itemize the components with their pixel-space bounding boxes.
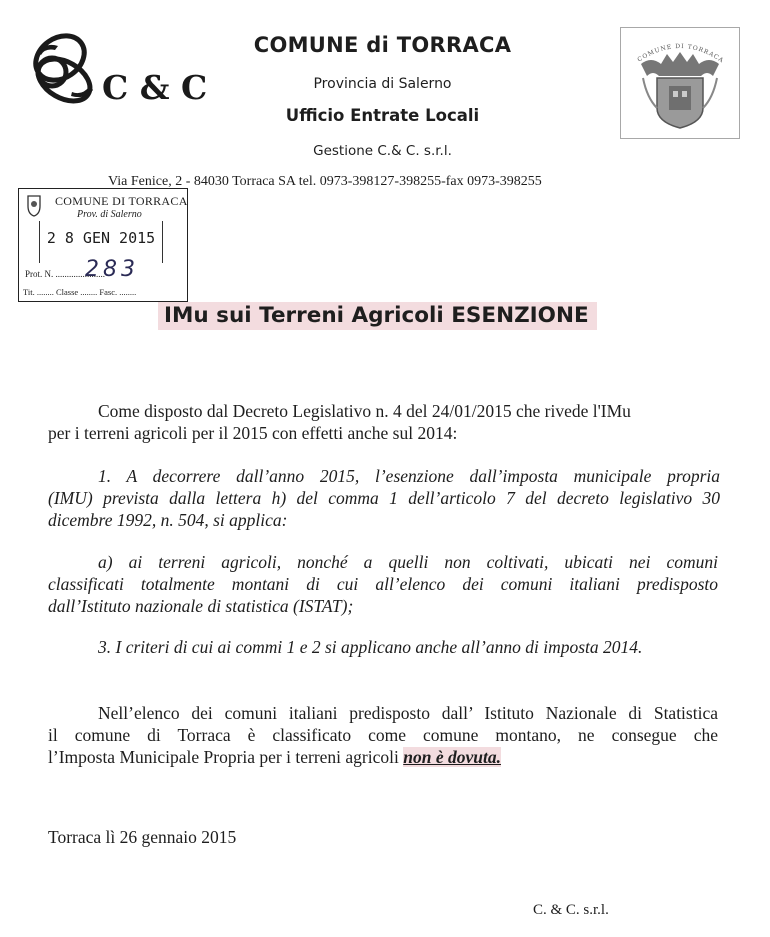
clause-1-line: (IMU) prevista dalla lettera h) del comma 1 dell’articolo 7 del decreto legislativo 30 bbox=[48, 488, 720, 508]
address-line: Via Fenice, 2 - 84030 Torraca SA tel. 0973-398127-398255-fax 0973-398255 bbox=[108, 174, 542, 189]
office-name: Ufficio Entrate Locali bbox=[285, 106, 480, 125]
clause-1 bbox=[48, 465, 720, 531]
stamp-prot-label: Prot. N. ...................... bbox=[25, 269, 106, 279]
intro-paragraph bbox=[48, 400, 708, 444]
document-title: IMu sui Terreni Agricoli ESENZIONE bbox=[158, 302, 597, 330]
stamp-date: 2 8 GEN 2015 bbox=[46, 229, 156, 247]
clause-a-line: classificati totalmente montani di cui all’elenco dei comuni italiani predisposto bbox=[48, 574, 718, 594]
intro-line: Come disposto dal Decreto Legislativo n. 4 del 24/01/2015 che rivede l'IMu bbox=[98, 401, 631, 421]
clause-a-line: dall’Istituto nazionale di statistica (ISTAT); bbox=[48, 596, 354, 616]
brand-text: C & C bbox=[102, 68, 208, 107]
not-due-highlight: non è dovuta. bbox=[403, 747, 501, 767]
clause-a-line: a) ai terreni agricoli, nonché a quelli non coltivati, ubicati nei comuni bbox=[98, 552, 718, 572]
place-date: Torraca lì 26 gennaio 2015 bbox=[48, 827, 237, 847]
clause-a bbox=[48, 551, 718, 617]
clause-3: 3. I criteri di cui ai commi 1 e 2 si applicano anche all’anno di imposta 2014. bbox=[98, 637, 643, 657]
management-text: Gestione C.& C. s.r.l. bbox=[313, 143, 452, 159]
coat-of-arms bbox=[620, 27, 740, 139]
conclusion-line-prefix: l’Imposta Municipale Propria per i terreni agricoli bbox=[48, 747, 404, 767]
crest-icon bbox=[621, 28, 739, 138]
stamp-crest-icon bbox=[25, 193, 43, 217]
intro-line: per i terreni agricoli per il 2015 con effetti anche sul 2014: bbox=[48, 423, 458, 443]
stamp-prot-number: 283 bbox=[85, 257, 139, 282]
clause-1-line: dicembre 1992, n. 504, si applica: bbox=[48, 510, 288, 530]
cc-logo bbox=[22, 30, 208, 110]
province-name: Provincia di Salerno bbox=[313, 76, 452, 92]
stamp-subtitle: Prov. di Salerno bbox=[77, 209, 142, 220]
stamp-footer: Tit. ........ Classe ........ Fasc. ........ bbox=[23, 287, 137, 297]
signature: C. & C. s.r.l. bbox=[533, 902, 609, 918]
conclusion-line bbox=[48, 746, 718, 768]
conclusion-paragraph bbox=[48, 702, 718, 768]
conclusion-line: il comune di Torraca è classificato come comune montano, ne consegue che bbox=[48, 725, 718, 745]
clause-1-line: 1. A decorrere dall’anno 2015, l’esenzione dall’imposta municipale propria bbox=[98, 466, 720, 486]
stamp-title: COMUNE DI TORRACA bbox=[55, 194, 188, 208]
municipality-name: COMUNE di TORRACA bbox=[253, 33, 512, 57]
conclusion-line: Nell’elenco dei comuni italiani predisposto dall’ Istituto Nazionale di Statistica bbox=[98, 703, 718, 723]
crest-arc-text: COMUNE DI TORRACA bbox=[636, 42, 726, 65]
protocol-stamp bbox=[18, 188, 188, 302]
